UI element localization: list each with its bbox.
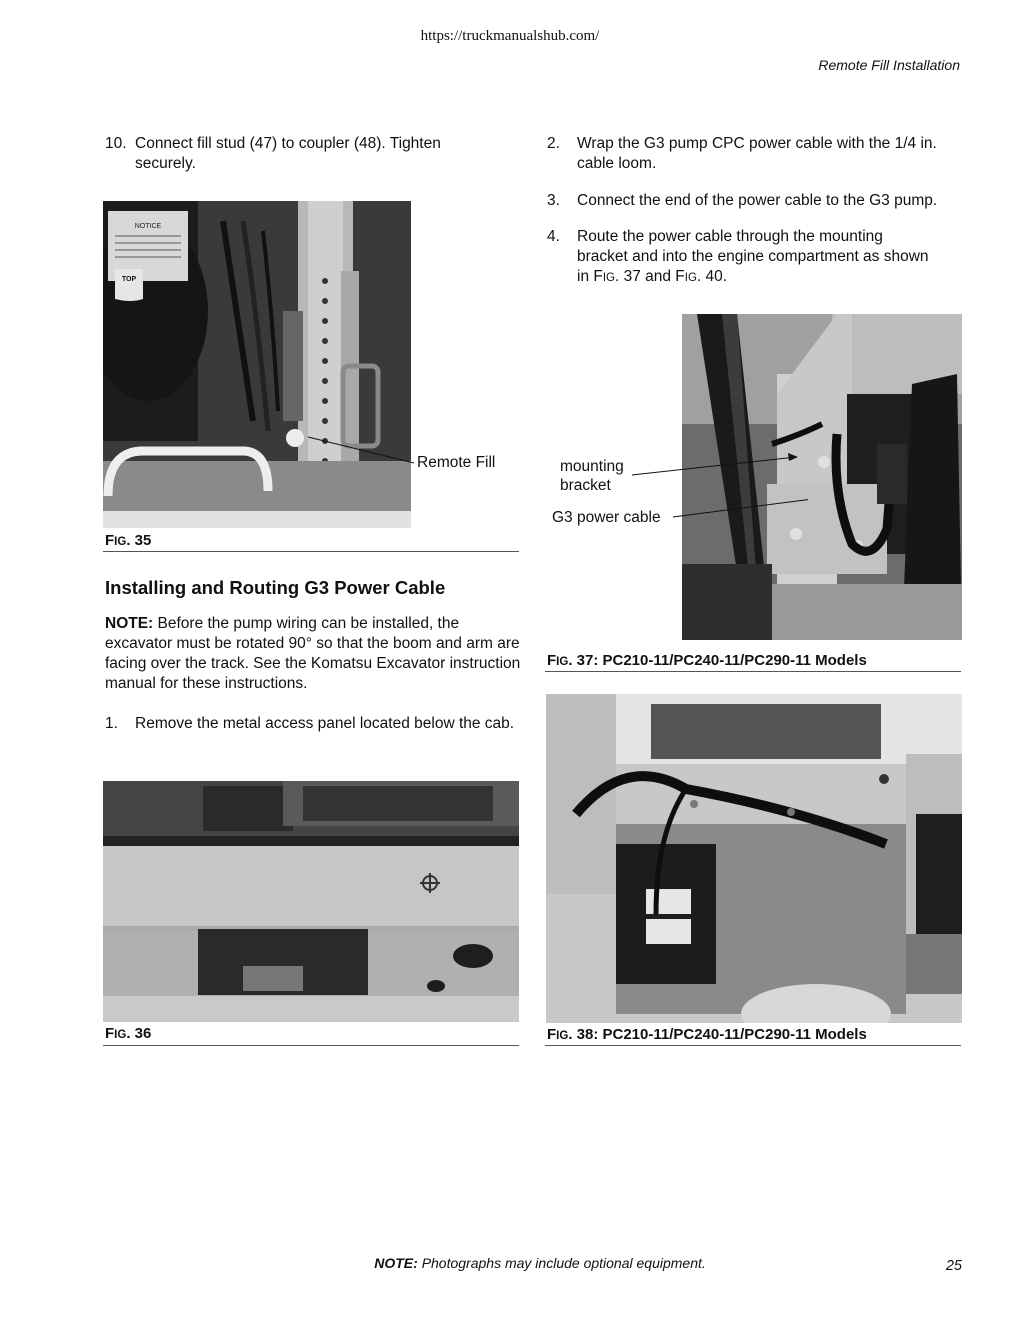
notice-label: NOTICE xyxy=(134,223,162,230)
step-number: 1. xyxy=(105,715,118,732)
step-4 xyxy=(547,227,963,287)
running-header: Remote Fill Installation xyxy=(818,57,960,73)
step-number: 2. xyxy=(547,135,560,152)
mounting-bracket-callout: mounting bracket xyxy=(560,458,624,494)
step-text: Route the power cable through the mounting bracket and into the engine compartment as shown in FIG. 37 and FIG. 40. xyxy=(577,228,929,285)
fig37-rule xyxy=(545,671,961,672)
step-number: 10. xyxy=(105,135,127,152)
note-label: NOTE: xyxy=(105,615,154,632)
fig38-photo xyxy=(546,694,962,1023)
note-paragraph xyxy=(105,614,521,694)
g3-power-cable-callout: G3 power cable xyxy=(552,509,661,526)
step-number: 4. xyxy=(547,228,560,245)
source-url: https://truckmanualshub.com/ xyxy=(420,28,600,44)
step-1 xyxy=(105,714,521,754)
fig36-photo xyxy=(103,781,519,1022)
top-label: TOP xyxy=(121,276,137,283)
step-text: Connect fill stud (47) to coupler (48). Tighten securely. xyxy=(135,135,441,172)
note-text: Before the pump wiring can be installed, the excavator must be rotated 90° so that the boom and arm are facing over the track. See the Komatsu Excavator instruction manual for these instructions. xyxy=(105,615,521,692)
step-2 xyxy=(547,134,963,174)
section-heading: Installing and Routing G3 Power Cable xyxy=(105,577,446,598)
fig38-rule xyxy=(545,1045,961,1046)
fig36-caption: FIG. 36 xyxy=(105,1025,152,1042)
footer-note-label: NOTE: xyxy=(374,1255,418,1271)
step-text: Connect the end of the power cable to the G3 pump. xyxy=(577,192,938,209)
page-number: 25 xyxy=(945,1258,962,1274)
step-text: Wrap the G3 pump CPC power cable with the 1/4 in. cable loom. xyxy=(577,135,937,172)
fig38-caption: FIG. 38: PC210-11/PC240-11/PC290-11 Models xyxy=(547,1026,867,1043)
step-text: Remove the metal access panel located below the cab. xyxy=(135,715,515,732)
fig36-rule xyxy=(103,1045,519,1046)
fig37-caption: FIG. 37: PC210-11/PC240-11/PC290-11 Models xyxy=(547,652,867,669)
footer-note xyxy=(0,1255,1020,1271)
step-3 xyxy=(547,191,963,211)
step-10 xyxy=(105,134,505,174)
remote-fill-callout: Remote Fill xyxy=(417,454,496,471)
fig35-caption: FIG. 35 xyxy=(105,532,152,549)
step-number: 3. xyxy=(547,192,560,209)
remote-fill-leader-line xyxy=(300,425,420,470)
fig35-photo xyxy=(103,201,411,528)
fig35-rule xyxy=(103,551,519,552)
footer-note-text: Photographs may include optional equipment. xyxy=(421,1255,706,1271)
